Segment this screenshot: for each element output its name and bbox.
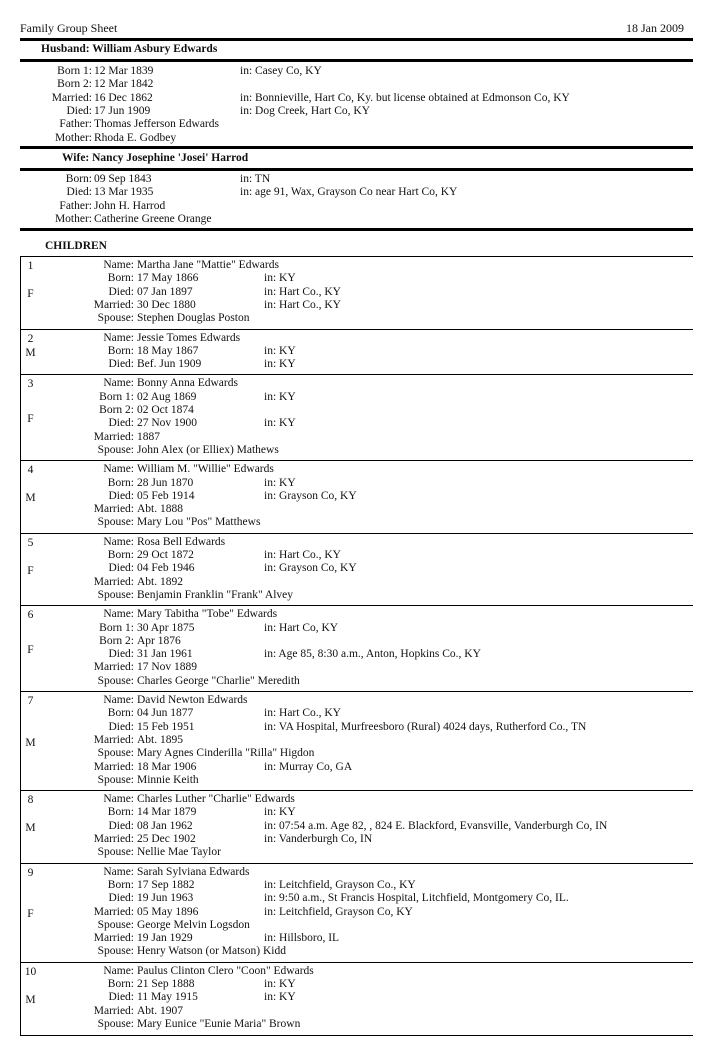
husband-rule: [20, 59, 693, 62]
child-fact-label: Born 1:: [99, 390, 134, 403]
child-fact-label: Name:: [103, 463, 134, 476]
wife-rule: [20, 168, 693, 171]
children-title: CHILDREN: [45, 240, 107, 252]
husband-title: Husband: William Asbury Edwards: [41, 43, 218, 55]
child-fact-place: in: Murray Co, GA: [264, 760, 353, 773]
child-fact-value: George Melvin Logsdon: [137, 918, 250, 931]
child-fact-label: Born:: [107, 272, 134, 285]
child-fact-label: Married:: [93, 1004, 134, 1017]
husband-fact-value: 12 Mar 1839: [94, 65, 154, 77]
husband-fact-value: Thomas Jefferson Edwards: [94, 118, 219, 131]
husband-fact-value: Rhoda E. Godbey: [94, 131, 177, 144]
child-fact-label: Spouse:: [97, 945, 134, 958]
husband-fact-place: in: Dog Creek, Hart Co, KY: [240, 104, 370, 117]
child-fact-place: in: Leitchfield, Grayson Co, KY: [264, 905, 413, 918]
child-fact-label: Died:: [108, 720, 134, 733]
child-fact-value: 29 Oct 1872: [137, 549, 194, 561]
child-fact-value: 02 Oct 1874: [137, 404, 194, 416]
document-title: Family Group Sheet: [20, 21, 118, 35]
child-fact-label: Married:: [93, 298, 134, 311]
child-number: 9: [27, 866, 34, 879]
child-fact-value: Abt. 1907: [137, 1004, 183, 1017]
child-fact-value: 04 Feb 1946: [137, 562, 195, 575]
child-number: 1: [27, 260, 34, 272]
child-fact-value: 30 Apr 1875: [137, 621, 195, 634]
child-fact-place: in: Hart Co., KY: [264, 707, 341, 720]
child-fact-value: 28 Jun 1870: [137, 476, 194, 489]
child-fact-place: in: Grayson Co, KY: [264, 562, 357, 575]
child-fact-label: Died:: [108, 892, 134, 905]
child-fact-place: in: Hart Co., KY: [264, 285, 341, 298]
child-fact-value: Apr 1876: [137, 634, 181, 647]
wife-fact-label: Died:: [66, 186, 92, 199]
child-fact-value: John Alex (or Elliex) Mathews: [137, 443, 279, 456]
child-fact-label: Married:: [93, 661, 134, 674]
child-fact-label: Spouse:: [97, 773, 134, 786]
child-fact-value: 08 Jan 1962: [137, 819, 193, 832]
child-fact-value: 05 Feb 1914: [137, 489, 195, 502]
child-fact-value: 14 Mar 1879: [137, 806, 197, 819]
child-fact-place: in: Leitchfield, Grayson Co., KY: [264, 878, 416, 891]
child-fact-label: Spouse:: [97, 747, 134, 760]
child-sex: F: [27, 908, 34, 921]
child-fact-label: Spouse:: [97, 443, 134, 456]
child-fact-label: Born:: [107, 344, 134, 357]
husband-fact-label: Born 1:: [57, 65, 92, 77]
child-number: 2: [27, 332, 34, 345]
child-fact-place: in: Hillsboro, IL: [264, 932, 340, 945]
child-fact-label: Died:: [108, 285, 134, 298]
child-number: 10: [24, 965, 37, 978]
child-fact-label: Married:: [93, 733, 134, 746]
child-fact-label: Died:: [108, 562, 134, 575]
child-fact-value: 17 Sep 1882: [137, 878, 195, 891]
wife-fact-label: Born:: [65, 173, 92, 185]
child-fact-value: 21 Sep 1888: [137, 978, 195, 990]
child-fact-value: Martha Jane "Mattie" Edwards: [137, 259, 279, 271]
child-fact-value: 15 Feb 1951: [137, 720, 195, 733]
child-fact-value: Mary Eunice "Eunie Maria" Brown: [137, 1017, 301, 1030]
child-number: 3: [27, 378, 34, 391]
child-fact-value: Benjamin Franklin "Frank" Alvey: [137, 588, 293, 601]
child-fact-label: Born 1:: [99, 621, 134, 634]
child-fact-label: Spouse:: [97, 846, 134, 859]
child-fact-label: Born 2:: [99, 634, 134, 647]
child-fact-value: 30 Dec 1880: [137, 298, 196, 311]
child-number: 8: [27, 794, 34, 807]
wife-fact-place: in: TN: [240, 173, 271, 185]
child-fact-place: in: Age 85, 8:30 a.m., Anton, Hopkins Co., KY: [264, 648, 481, 661]
child-fact-label: Married:: [93, 503, 134, 516]
child-fact-value: Jessie Tomes Edwards: [137, 331, 241, 344]
child-fact-label: Spouse:: [97, 588, 134, 601]
child-fact-value: Minnie Keith: [137, 773, 199, 786]
child-sex: F: [27, 288, 34, 301]
child-fact-label: Died:: [108, 819, 134, 832]
child-fact-place: in: Hart Co, KY: [264, 621, 339, 634]
child-fact-place: in: 9:50 a.m., St Francis Hospital, Litchfield, Montgomery Co, IL.: [264, 892, 569, 905]
child-fact-label: Born 2:: [99, 404, 134, 416]
child-sex: F: [27, 413, 34, 426]
child-fact-value: Abt. 1888: [137, 503, 183, 516]
child-fact-place: in: KY: [264, 417, 296, 430]
child-fact-value: Mary Lou "Pos" Matthews: [137, 516, 261, 529]
child-sex: M: [25, 993, 36, 1006]
child-fact-value: William M. "Willie" Edwards: [137, 463, 274, 476]
child-fact-place: in: Hart Co., KY: [264, 549, 341, 561]
child-fact-value: 07 Jan 1897: [137, 285, 193, 298]
husband-fact-label: Married:: [51, 91, 92, 104]
child-fact-value: Bonny Anna Edwards: [137, 377, 238, 390]
child-fact-label: Married:: [93, 833, 134, 845]
child-fact-label: Name:: [103, 694, 134, 706]
child-fact-value: Paulus Clinton Clero "Coon" Edwards: [137, 964, 314, 977]
child-fact-place: in: KY: [264, 991, 296, 1004]
child-fact-label: Born:: [107, 549, 134, 561]
child-fact-label: Married:: [93, 905, 134, 918]
child-sex: F: [27, 564, 34, 577]
document-date: 18 Jan 2009: [626, 21, 684, 35]
wife-fact-place: in: age 91, Wax, Grayson Co near Hart Co, KY: [240, 186, 458, 199]
child-fact-value: Mary Agnes Cinderilla "Rilla" Higdon: [137, 747, 315, 760]
child-fact-label: Died:: [108, 417, 134, 430]
child-fact-value: Sarah Sylviana Edwards: [137, 865, 250, 878]
child-sex: M: [25, 736, 36, 749]
child-fact-label: Died:: [108, 358, 134, 371]
husband-fact-place: in: Casey Co, KY: [240, 65, 322, 77]
child-fact-value: 25 Dec 1902: [137, 833, 196, 845]
child-fact-label: Spouse:: [97, 1017, 134, 1030]
wife-fact-value: 13 Mar 1935: [94, 186, 154, 199]
child-fact-value: Mary Tabitha "Tobe" Edwards: [137, 608, 278, 621]
child-fact-value: Charles Luther "Charlie" Edwards: [137, 793, 295, 806]
child-fact-label: Name:: [103, 331, 134, 344]
child-fact-value: Rosa Bell Edwards: [137, 535, 226, 548]
child-sex: M: [25, 347, 36, 360]
child-fact-value: 04 Jun 1877: [137, 707, 194, 720]
husband-fact-value: 12 Mar 1842: [94, 78, 154, 91]
child-sex: M: [25, 492, 36, 505]
wife-fact-value: 09 Sep 1843: [94, 173, 152, 185]
child-fact-label: Died:: [108, 648, 134, 661]
child-fact-value: 18 Mar 1906: [137, 760, 197, 773]
child-fact-value: Stephen Douglas Poston: [137, 312, 250, 325]
child-fact-place: in: Vanderburgh Co, IN: [264, 833, 373, 845]
child-number: 6: [27, 609, 34, 622]
child-fact-value: 05 May 1896: [137, 905, 199, 918]
wife-fact-label: Father:: [59, 199, 92, 212]
wife-fact-value: John H. Harrod: [94, 199, 166, 212]
child-fact-value: 27 Nov 1900: [137, 417, 198, 430]
child-fact-value: Abt. 1895: [137, 733, 183, 746]
child-fact-label: Name:: [103, 793, 134, 806]
child-fact-value: 17 Nov 1889: [137, 661, 198, 674]
child-fact-label: Name:: [103, 608, 134, 621]
page-header: [20, 21, 684, 37]
child-fact-place: in: Grayson Co, KY: [264, 489, 357, 502]
child-fact-value: Henry Watson (or Matson) Kidd: [137, 945, 286, 958]
child-fact-label: Name:: [103, 377, 134, 390]
child-sex: F: [27, 644, 34, 657]
child-fact-value: Abt. 1892: [137, 575, 183, 588]
child-fact-label: Spouse:: [97, 312, 134, 325]
child-sex: M: [25, 822, 36, 835]
child-fact-label: Married:: [93, 430, 134, 443]
child-fact-label: Name:: [103, 865, 134, 878]
child-fact-label: Died:: [108, 489, 134, 502]
child-fact-value: 19 Jun 1963: [137, 892, 194, 905]
child-number: 7: [27, 695, 34, 707]
child-fact-value: 19 Jan 1929: [137, 932, 193, 945]
child-fact-value: Nellie Mae Taylor: [137, 846, 221, 859]
wife-title: Wife: Nancy Josephine 'Josei' Harrod: [62, 152, 249, 164]
child-fact-label: Born:: [107, 878, 134, 891]
child-fact-label: Born:: [107, 978, 134, 990]
child-fact-value: 31 Jan 1961: [137, 648, 193, 661]
child-fact-value: David Newton Edwards: [137, 694, 248, 706]
wife-fact-label: Mother:: [54, 212, 92, 225]
child-number: 5: [27, 536, 34, 549]
child-fact-label: Born:: [107, 806, 134, 819]
child-fact-label: Born:: [107, 707, 134, 720]
child-fact-value: 11 May 1915: [137, 991, 198, 1004]
child-fact-place: in: KY: [264, 390, 296, 403]
child-fact-label: Spouse:: [97, 674, 134, 687]
child-fact-place: in: KY: [264, 344, 296, 357]
child-fact-label: Spouse:: [97, 918, 134, 931]
child-fact-label: Married:: [93, 932, 134, 945]
header-rule: [20, 38, 693, 41]
child-fact-place: in: KY: [264, 806, 296, 819]
child-fact-label: Married:: [93, 760, 134, 773]
child-fact-value: 1887: [137, 430, 160, 443]
husband-fact-label: Father:: [59, 118, 92, 131]
child-fact-label: Died:: [108, 991, 134, 1004]
child-fact-label: Born:: [107, 476, 134, 489]
child-fact-label: Spouse:: [97, 516, 134, 529]
husband-fact-value: 16 Dec 1862: [94, 91, 153, 104]
children-rule: [20, 228, 693, 231]
child-fact-value: 18 May 1867: [137, 344, 199, 357]
husband-fact-value: 17 Jun 1909: [94, 104, 151, 117]
child-fact-value: Bef. Jun 1909: [137, 358, 202, 371]
husband-fact-place: in: Bonnieville, Hart Co, Ky. but license obtained at Edmonson Co, KY: [240, 91, 570, 104]
child-fact-place: in: VA Hospital, Murfreesboro (Rural) 4024 days, Rutherford Co., TN: [264, 720, 587, 733]
husband-fact-label: Died:: [66, 104, 92, 117]
child-fact-label: Name:: [103, 964, 134, 977]
child-fact-place: in: 07:54 a.m. Age 82, , 824 E. Blackford, Evansville, Vanderburgh Co, IN: [264, 819, 608, 832]
child-fact-place: in: KY: [264, 272, 296, 285]
child-fact-place: in: KY: [264, 358, 296, 371]
child-fact-value: 17 May 1866: [137, 272, 199, 285]
husband-fact-label: Mother:: [54, 131, 92, 144]
child-number: 4: [27, 464, 34, 477]
wife-rule-top: [20, 146, 693, 149]
child-fact-value: Charles George "Charlie" Meredith: [137, 674, 300, 687]
child-fact-place: in: Hart Co., KY: [264, 298, 341, 311]
wife-fact-value: Catherine Greene Orange: [94, 212, 212, 225]
child-fact-value: 02 Aug 1869: [137, 390, 197, 403]
child-fact-label: Name:: [103, 259, 134, 271]
child-fact-label: Married:: [93, 575, 134, 588]
child-fact-place: in: KY: [264, 978, 296, 990]
child-fact-label: Name:: [103, 535, 134, 548]
husband-fact-label: Born 2:: [57, 78, 92, 91]
child-fact-place: in: KY: [264, 476, 296, 489]
